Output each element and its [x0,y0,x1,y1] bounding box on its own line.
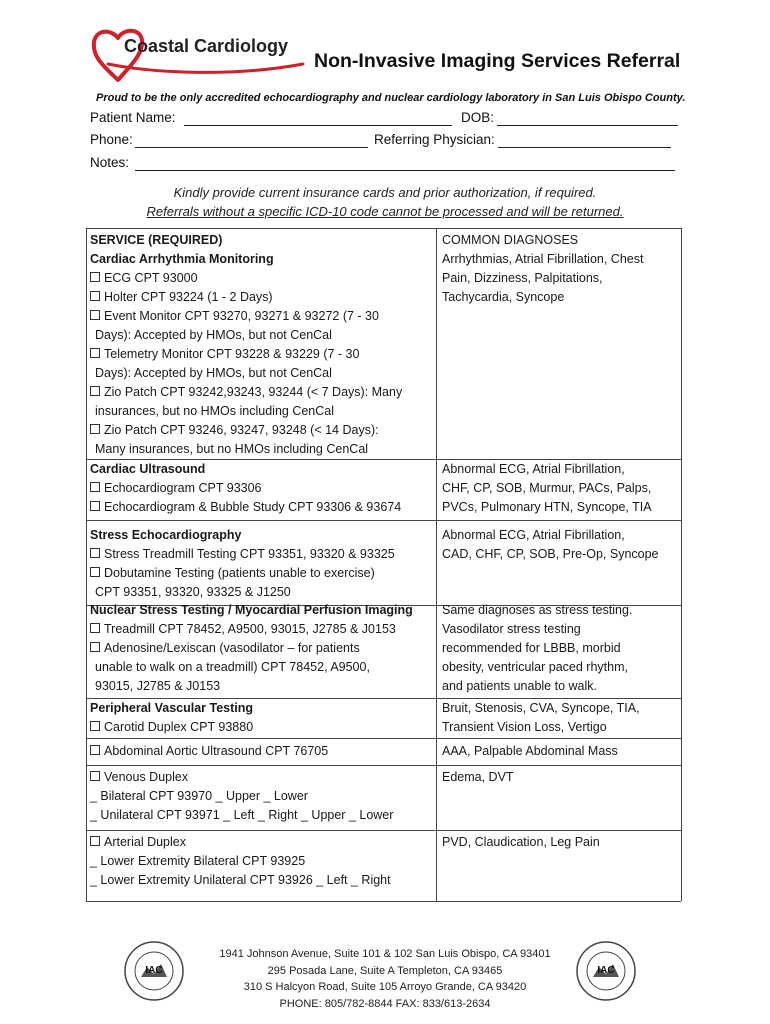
address-line: 1941 Johnson Avenue, Suite 101 & 102 San Luis Obispo, CA 93401 [219,948,551,960]
service-cell-venous [90,768,393,825]
insurance-instruction: Kindly provide current insurance cards and prior authorization, if required. [173,185,597,200]
service-option[interactable]: Echocardiogram CPT 93306 [90,479,401,498]
services-table [86,228,681,901]
service-cell-nuclear [90,601,413,696]
empty-checkbox-icon[interactable] [90,836,100,846]
service-cell-arterial [90,833,391,890]
address-line: 310 S Halcyon Road, Suite 105 Arroyo Grande, CA 93420 [243,981,527,993]
tagline: Proud to be the only accredited echocardiography and nuclear cardiology laboratory in San Luis Obispo County. [96,92,686,104]
referring-physician-label: Referring Physician: [374,132,495,147]
service-column-header: SERVICE (REQUIRED) [90,233,223,247]
referring-physician-field[interactable] [498,133,671,148]
service-option-continued: unable to walk on a treadmill) CPT 78452, A9500, [95,660,370,674]
empty-checkbox-icon[interactable] [90,642,100,652]
phone-label: Phone: [90,132,133,147]
service-option[interactable]: Stress Treadmill Testing CPT 93351, 93320 & 93325 [90,545,395,564]
brand-name: Coastal Cardiology [124,36,289,56]
footer-addresses [0,946,770,1012]
service-option[interactable]: Holter CPT 93224 (1 - 2 Days) [90,288,402,307]
dob-label: DOB: [461,110,495,125]
patient-name-label: Patient Name: [90,110,176,125]
service-option-continued: CPT 93351, 93320, 93325 & J1250 [95,585,291,599]
diagnoses-cell-nuclear: Same diagnoses as stress testing. Vasodilator stress testing recommended for LBBB, morbid obesity, ventricular paced rhythm, and patients unable to walk. [442,603,633,693]
service-cell-stress-echo [90,526,395,602]
service-option[interactable]: Arterial Duplex [90,833,391,852]
diagnoses-cell-arterial: PVD, Claudication, Leg Pain [442,835,600,849]
service-option[interactable]: Telemetry Monitor CPT 93228 & 93229 (7 - 30 [90,345,402,364]
empty-checkbox-icon[interactable] [90,721,100,731]
empty-checkbox-icon[interactable] [90,348,100,358]
diagnoses-cell-arrhythmia: COMMON DIAGNOSES Arrhythmias, Atrial Fibrillation, Chest Pain, Dizziness, Palpitations, Tachycardia, Syncope [442,233,644,304]
diagnoses-column-header: COMMON DIAGNOSES [442,233,579,247]
diagnoses-cell-venous: Edema, DVT [442,770,514,784]
notes-field[interactable] [135,156,675,171]
section-title: Cardiac Arrhythmia Monitoring [90,252,274,266]
service-suboption[interactable]: _ Lower Extremity Bilateral CPT 93925 [90,854,306,868]
empty-checkbox-icon[interactable] [90,548,100,558]
empty-checkbox-icon[interactable] [90,567,100,577]
service-option-continued: insurances, but no HMOs including CenCal [95,404,335,418]
service-option[interactable]: Treadmill CPT 78452, A9500, 93015, J2785 & J0153 [90,620,413,639]
service-option-continued: Days): Accepted by HMOs, but not CenCal [95,366,332,380]
service-option-continued: Days): Accepted by HMOs, but not CenCal [95,328,332,342]
address-line: 295 Posada Lane, Suite A Templeton, CA 93465 [267,964,503,977]
patient-name-field[interactable] [184,111,452,126]
service-option[interactable]: Adenosine/Lexiscan (vasodilator – for patients [90,639,413,658]
patient-name-row [90,110,176,125]
empty-checkbox-icon[interactable] [90,623,100,633]
empty-checkbox-icon[interactable] [90,482,100,492]
svg-text:IAC: IAC [145,965,163,976]
service-option[interactable]: Venous Duplex [90,768,393,787]
service-cell-peripheral [90,699,253,737]
empty-checkbox-icon[interactable] [90,501,100,511]
icd10-warning: Referrals without a specific ICD-10 code cannot be processed and will be returned. [146,204,624,219]
service-suboption[interactable]: _ Bilateral CPT 93970 _ Upper _ Lower [90,789,308,803]
phone-field[interactable] [135,133,368,148]
diagnoses-cell-ultrasound: Abnormal ECG, Atrial Fibrillation, CHF, CP, SOB, Murmur, PACs, Palps, PVCs, Pulmonary HTN, Syncope, TIA [442,462,652,514]
service-option[interactable]: Dobutamine Testing (patients unable to exercise) [90,564,395,583]
empty-checkbox-icon[interactable] [90,310,100,320]
service-cell-ultrasound [90,460,401,517]
service-option[interactable]: Abdominal Aortic Ultrasound CPT 76705 [90,742,328,761]
contact-line: PHONE: 805/782-8844 FAX: 833/613-2634 [279,997,491,1010]
diagnoses-cell-aaa: AAA, Palpable Abdominal Mass [442,744,618,758]
section-title: Nuclear Stress Testing / Myocardial Perfusion Imaging [90,603,413,617]
svg-text:IAC: IAC [597,965,615,976]
iac-accreditation-seal [575,940,637,1002]
section-title: Stress Echocardiography [90,528,242,542]
empty-checkbox-icon[interactable] [90,771,100,781]
section-title: Peripheral Vascular Testing [90,701,254,715]
form-title: Non-Invasive Imaging Services Referral [314,50,681,72]
service-suboption[interactable]: _ Lower Extremity Unilateral CPT 93926 _ Left _ Right [90,873,391,887]
coastal-cardiology-logo [88,24,308,84]
service-option[interactable]: Event Monitor CPT 93270, 93271 & 93272 (7 - 30 [90,307,402,326]
service-cell-arrhythmia [90,231,402,459]
service-option[interactable]: Zio Patch CPT 93242,93243, 93244 (< 7 Days): Many [90,383,402,402]
service-option-continued: 93015, J2785 & J0153 [95,679,221,693]
service-option[interactable]: Zio Patch CPT 93246, 93247, 93248 (< 14 Days): [90,421,402,440]
empty-checkbox-icon[interactable] [90,424,100,434]
service-option[interactable]: ECG CPT 93000 [90,269,402,288]
empty-checkbox-icon[interactable] [90,745,100,755]
dob-field[interactable] [497,111,678,126]
diagnoses-cell-peripheral: Bruit, Stenosis, CVA, Syncope, TIA, Transient Vision Loss, Vertigo [442,701,640,734]
service-cell-aaa [90,742,328,761]
empty-checkbox-icon[interactable] [90,386,100,396]
empty-checkbox-icon[interactable] [90,291,100,301]
service-option[interactable]: Carotid Duplex CPT 93880 [90,718,253,737]
notes-label: Notes: [90,155,130,170]
diagnoses-cell-stress-echo: Abnormal ECG, Atrial Fibrillation, CAD, CHF, CP, SOB, Pre-Op, Syncope [442,528,659,561]
service-option[interactable]: Echocardiogram & Bubble Study CPT 93306 & 93674 [90,498,401,517]
service-suboption[interactable]: _ Unilateral CPT 93971 _ Left _ Right _ Upper _ Lower [90,808,394,822]
empty-checkbox-icon[interactable] [90,272,100,282]
section-title: Cardiac Ultrasound [90,462,206,476]
service-option-continued: Many insurances, but no HMOs including CenCal [95,442,369,456]
